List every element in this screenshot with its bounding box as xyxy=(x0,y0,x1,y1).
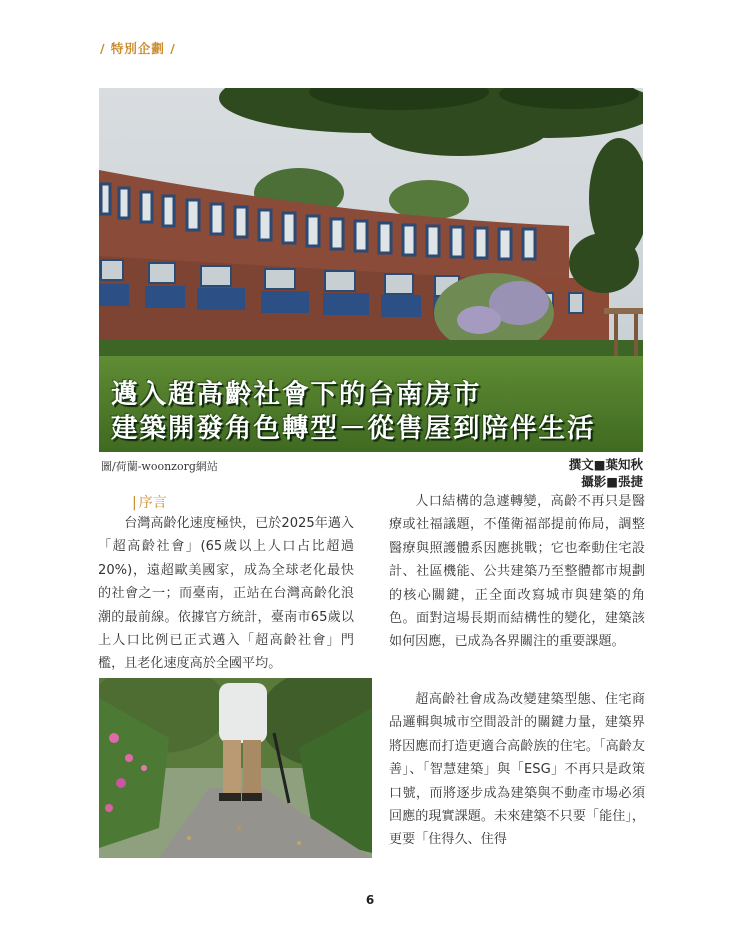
hero-photo xyxy=(99,88,643,452)
section-tag: / 特別企劃 / xyxy=(100,41,176,56)
byline xyxy=(569,456,643,490)
section-heading xyxy=(132,492,167,512)
elderly-walking-illustration xyxy=(99,678,372,858)
photo-credit: 圖/荷蘭-woonzorg網站 xyxy=(101,460,218,473)
photographer-credit: 攝影■張捷 xyxy=(581,474,643,489)
article-title xyxy=(111,378,596,446)
section-heading-text: 序言 xyxy=(138,495,167,511)
heading-bar-icon: | xyxy=(132,495,137,511)
page-number: 6 xyxy=(365,893,375,907)
elderly-walking-photo xyxy=(99,678,372,858)
intro-paragraph: 台灣高齡化速度極快，已於2025年邁入「超高齡社會」(65歲以上人口占比超過20%)，遠超歐美國家，成為全球老化最快的社會之一；而臺南，正站在台灣高齡化浪潮的最前線。依據官方統計，臺南市65歲以上人口比例已正式邁入「超高齡社會」門檻，且老化速度高於全國平均。 xyxy=(98,516,354,672)
title-line-1: 邁入超高齡社會下的台南房市 xyxy=(111,379,482,410)
title-line-2: 建築開發角色轉型－從售屋到陪伴生活 xyxy=(111,413,596,444)
author-credit: 撰文■葉知秋 xyxy=(568,457,643,472)
right-paragraph-2: 超高齡社會成為改變建築型態、住宅商品邏輯與城市空間設計的關鍵力量，建築界將因應而打造更適合高齡族的住宅。「高齡友善」、「智慧建築」與「ESG」不再只是政策口號，而將逐步成為建築與不動產市場必須回應的現實課題。未來建築不只要「能住」，更要「住得久、住得 xyxy=(389,692,645,848)
right-paragraph-1: 人口結構的急遽轉變，高齡不再只是醫療或社福議題，不僅衛福部提前佈局，調整醫療與照護體系因應挑戰；它也牽動住宅設計、社區機能、公共建築乃至整體都市規劃的核心關鍵，正全面改寫城市與建築的角色。面對這場長期而結構性的變化，建築該如何因應，已成為各界關注的重要課題。 xyxy=(389,494,645,650)
